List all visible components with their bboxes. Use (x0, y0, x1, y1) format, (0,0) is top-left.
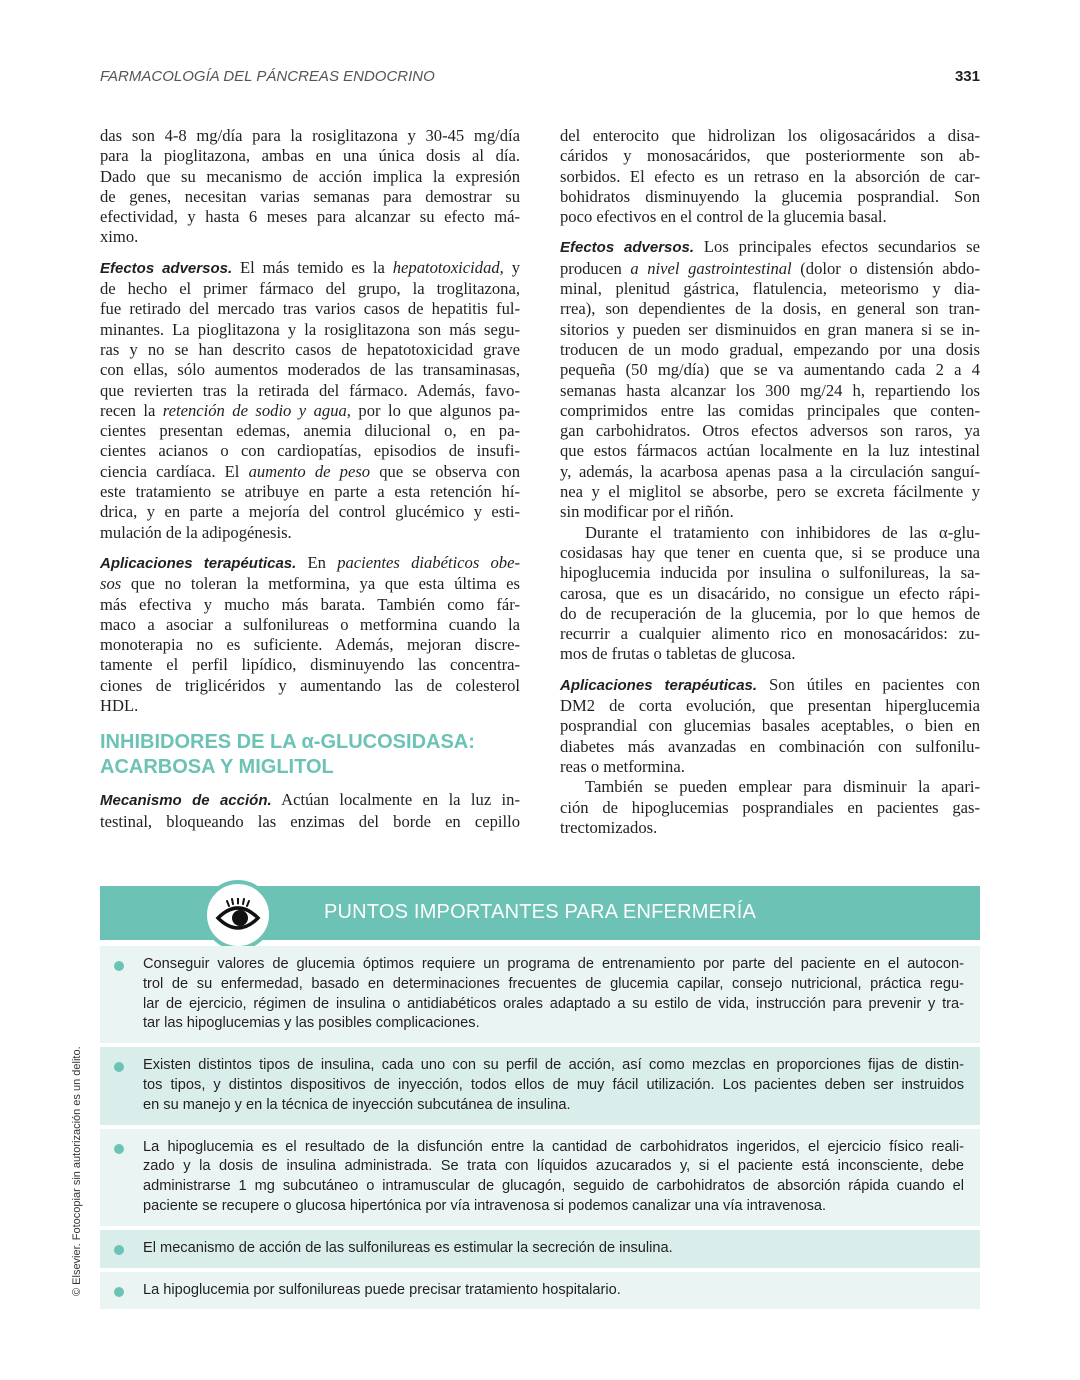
text-line: trol de su enfermedad, basado en determinaciones frecuentes de glucemia capilar, consejo nutricional, práctica regu- (143, 975, 964, 992)
left-column (100, 126, 520, 842)
paragraph (560, 126, 980, 227)
text-line: minantes. La pioglitazona y la rosiglitazona son más segu- (100, 319, 520, 339)
text-line: tos tipos, y distintos dispositivos de inyección, todos ellos de muy fácil utilización. Los pacientes deben ser instruidos (143, 1076, 964, 1093)
text-line (560, 237, 980, 258)
text-line (100, 553, 520, 574)
text-line: bohidratos disminuyendo la glucemia posprandial. Son (560, 186, 980, 206)
text-line: Conseguir valores de glucemia óptimos requiere un programa de entrenamiento por parte del paciente en el autocon- (143, 956, 964, 972)
text-line: comprimidos entre las comidas principales que conten- (560, 400, 980, 420)
text-line: más efectiva y mucho más barata. También como fár- (100, 594, 520, 614)
text-line: carosa, que es un disacárido, no consigue un efecto rápi- (560, 583, 980, 603)
heading-line: ACARBOSA Y MIGLITOL (100, 756, 334, 779)
text-line: zado y la dosis de insulina administrada. Se trata con líquidos azucarados y, si el paciente está inconsciente, debe (143, 1158, 964, 1175)
text-line (100, 462, 520, 482)
text-line: También se pueden emplear para disminuir la apari- (585, 777, 980, 797)
emphasis: a nivel gastrointestinal (630, 258, 792, 278)
emphasis: hepatotoxicidad, (392, 257, 504, 277)
text-line: El mecanismo de acción de las sulfonilureas es estimular la secreción de insulina. (143, 1239, 673, 1256)
text-line: das son 4-8 mg/día para la rosiglitazona y 30-45 mg/día (100, 126, 520, 145)
text-line: para la pioglitazona, ambas en una única dosis al día. (100, 146, 520, 166)
emphasis: aumento de peso (248, 461, 371, 481)
text-line: cosidasas hay que tener en cuenta que, si se produce una (560, 542, 980, 562)
nursing-point (100, 1272, 980, 1310)
text-line (100, 790, 520, 811)
text-run: por lo que algunos pa- (350, 400, 520, 420)
nursing-point (100, 1230, 980, 1268)
right-column (560, 126, 980, 848)
bullet-icon (114, 961, 124, 971)
text-line: que estos fármacos actúan localmente en la luz intestinal (560, 441, 980, 461)
bullet-icon (114, 1062, 124, 1072)
text-line (560, 675, 980, 696)
text-line: diabetes más avanzadas en combinación con sulfonilu- (560, 736, 980, 756)
paragraph (100, 790, 520, 832)
emphasis: pacientes diabéticos obe- (337, 552, 520, 572)
text-line: cientes acianos o con cardiopatías, episodios de insufi- (100, 441, 520, 461)
text-line: trectomizados. (560, 817, 658, 837)
text-line: La hipoglucemia por sulfonilureas puede precisar tratamiento hospitalario. (143, 1281, 621, 1298)
bullet-icon (114, 1287, 124, 1297)
text-line: lar de ejercicio, régimen de insulina o antidiabéticos orales adaptado a su estilo de vida, instrucción para prevenir y tra- (143, 995, 964, 1012)
text-line: en su manejo y en la técnica de inyección subcutánea de insulina. (143, 1096, 571, 1113)
text-line: sitorios y pueden ser disminuidos en gran manera si se in- (560, 319, 980, 339)
text-line: testinal, bloqueando las enzimas del borde en cepillo (100, 811, 520, 831)
paragraph (560, 237, 980, 522)
text-run: y (503, 257, 520, 277)
text-line: La hipoglucemia es el resultado de la disfunción entre la cantidad de carbohidratos ingeridos, el ejercicio físico reali- (143, 1138, 964, 1155)
box-header (100, 886, 980, 940)
text-run: Actúan localmente en la luz in- (271, 790, 520, 810)
nursing-point (100, 1129, 980, 1226)
text-run: Los principales efectos secundarios se (694, 237, 981, 257)
text-line: Existen distintos tipos de insulina, cada uno con su perfil de acción, así como mezclas en proporciones fijas de distin- (143, 1057, 964, 1074)
paragraph-label: Mecanismo de acción. (100, 792, 272, 810)
running-header (100, 68, 980, 85)
nursing-point (100, 946, 980, 1043)
text-run: que no toleran la metformina, ya que esta última es (121, 574, 520, 594)
paragraph-label: Aplicaciones terapéuticas. (100, 554, 297, 572)
text-line: ciones de triglicéridos y aumentando las de colesterol (100, 675, 520, 695)
text-line: ras y no se han descrito casos de hepatotoxicidad grave (100, 339, 520, 359)
text-run: que se observa con (370, 461, 520, 481)
text-line: tamente el perfil lipídico, disminuyendo las concentra- (100, 655, 520, 675)
text-line: fue retirado del mercado tras varios casos de hepatitis ful- (100, 299, 520, 319)
text-line: drica, y en parte a mejoría del control glucémico y esti- (100, 502, 520, 522)
text-line (100, 401, 520, 421)
text-line: DM2 de corta evolución, que presentan hiperglucemia (560, 696, 980, 716)
text-line: recurrir a cualquier alimento rico en monosacáridos: zu- (560, 624, 980, 644)
text-line: con ellas, sólo aumentos moderados de las transaminasas, (100, 360, 520, 380)
section-heading (100, 730, 520, 780)
paragraph (560, 675, 980, 777)
text-line: y, además, la acarbosa apenas pasa a la circulación sanguí- (560, 461, 980, 481)
text-run: recen la (100, 400, 163, 420)
text-line: este tratamiento se atribuye en parte a esta retención hí- (100, 482, 520, 502)
text-line: sorbidos. El efecto es un retraso en la absorción de car- (560, 166, 980, 186)
running-title: FARMACOLOGÍA DEL PÁNCREAS ENDOCRINO (100, 68, 435, 85)
text-line: cáridos y monosacáridos, que posteriormente son ab- (560, 146, 980, 166)
nursing-points-box (100, 886, 980, 1313)
text-line: paciente se recupere o glucosa hipertónica por vía intravenosa si podemos canalizar una vía intravenosa. (143, 1197, 827, 1214)
text-line: rrea), son dependientes de la dosis, en general son tran- (560, 299, 980, 319)
text-run: ciencia cardíaca. El (100, 461, 249, 481)
text-line (100, 258, 520, 279)
text-line: HDL. (100, 696, 139, 716)
text-line: mos de frutas o tabletas de glucosa. (560, 644, 796, 664)
emphasis: retención de sodio y agua, (162, 400, 351, 420)
text-line: troducen de un modo gradual, empezando por una dosis (560, 339, 980, 359)
paragraph-label: Aplicaciones terapéuticas. (560, 676, 758, 694)
paragraph-label: Efectos adversos. (100, 259, 233, 277)
text-line: efectividad, y hasta 6 meses para alcanzar su efecto má- (100, 207, 520, 227)
paragraph (100, 258, 520, 543)
text-line: pequeña (50 mg/día) que se va aumentando cada 2 a 4 (560, 360, 980, 380)
paragraph-label: Efectos adversos. (560, 239, 695, 257)
text-line: poco efectivos en el control de la glucemia basal. (560, 207, 887, 227)
text-line: posprandial con glucemias basales aceptables, o bien en (560, 716, 980, 736)
text-line: cientes presentan edemas, anemia dilucional o, en pa- (100, 421, 520, 441)
text-run: Son útiles en pacientes con (757, 674, 980, 694)
text-line: hipoglucemia inducida por insulina o sulfonilureas, la sa- (560, 563, 980, 583)
text-line (100, 574, 520, 594)
bullet-icon (114, 1144, 124, 1154)
text-line: monoterapia no es suficiente. Además, mejoran discre- (100, 635, 520, 655)
text-line: nea y el miglitol se absorbe, pero se excreta fácilmente y (560, 482, 980, 502)
text-line: de hecho el primer fármaco del grupo, la troglitazona, (100, 279, 520, 299)
text-line: del enterocito que hidrolizan los oligosacáridos a disa- (560, 126, 980, 145)
eye-icon (203, 880, 273, 950)
text-line: de genes, necesitan varias semanas para demostrar su (100, 186, 520, 206)
copyright-note: © Elsevier. Fotocopiar sin autorización es un delito. (71, 1046, 83, 1296)
text-line: administrarse 1 mg subcutáneo o intramuscular de glucagón, seguido de carbohidratos de absorción rápida cuando el (143, 1178, 964, 1195)
box-title: PUNTOS IMPORTANTES PARA ENFERMERÍA (324, 901, 757, 923)
text-line: gan carbohidratos. Otros efectos adversos son raros, ya (560, 421, 980, 441)
nursing-point (100, 1047, 980, 1124)
paragraph (560, 777, 980, 838)
text-line: Durante el tratamiento con inhibidores de las α-glu- (585, 522, 980, 542)
page-number: 331 (954, 68, 980, 85)
text-line: ción de hipoglucemias posprandiales en pacientes gas- (560, 797, 980, 817)
text-line: sin modificar por el riñón. (560, 502, 734, 522)
emphasis: sos (100, 574, 122, 594)
paragraph (100, 126, 520, 248)
text-line: minal, plenitud gástrica, flatulencia, meteorismo y dia- (560, 279, 980, 299)
paragraph (560, 523, 980, 665)
text-run: En (296, 552, 338, 572)
text-line: maco a asociar a sulfonilureas o metformina cuando la (100, 614, 520, 634)
text-line: que revierten tras la retirada del fármaco. Además, favo- (100, 380, 520, 400)
text-line: ximo. (100, 227, 139, 247)
paragraph (100, 553, 520, 716)
heading-line: INHIBIDORES DE LA α-GLUCOSIDASA: (100, 731, 475, 754)
text-line: mulación de la adipogénesis. (100, 522, 292, 542)
bullet-icon (114, 1245, 124, 1255)
text-line: reas o metformina. (560, 756, 685, 776)
text-run: El más temido es la (232, 257, 393, 277)
text-line: semanas hasta alcanzar los 300 mg/24 h, repartiendo los (560, 380, 980, 400)
text-line: tar las hipoglucemias y las posibles complicaciones. (143, 1015, 480, 1032)
text-line: do de recuperación de la glucemia, por lo que hemos de (560, 603, 980, 623)
text-line: Dado que su mecanismo de acción implica la expresión (100, 166, 520, 186)
text-run: (dolor o distensión abdo- (791, 258, 980, 278)
text-line (560, 259, 980, 279)
text-run: producen (560, 258, 631, 278)
